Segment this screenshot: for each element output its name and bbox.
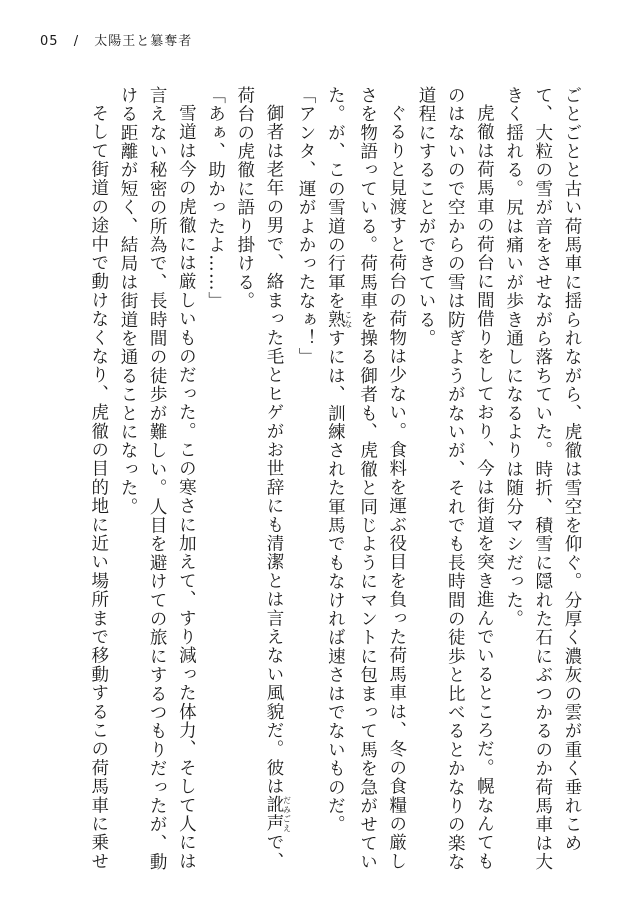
- running-header: [40, 30, 202, 49]
- text-column: 荷台の虎徹に語り掛ける。: [234, 86, 255, 311]
- text-column: そして街道の途中で動けなくなり、虎徹の目的地に近い場所まで移動するこの荷馬車に乗せ: [88, 103, 109, 871]
- text-column: のはないので空からの雪は防ぎようがないが、それでも長時間の徒歩と比べるとかなりの楽な: [445, 86, 466, 872]
- text-column: ごとごとと古い荷馬車に揺られながら、虎徹は雪空を仰ぐ。分厚く濃灰の雲が重く垂れこめ: [562, 86, 582, 853]
- ruby-annotation: 訛声だみごえ: [263, 795, 292, 833]
- text-column: 雪道は今の虎徹には厳しいものだった。この寒さに加えて、すり減った体力、そして人には: [176, 103, 197, 871]
- text-column: ける距離が短く、結局は街道を通ることになった。: [117, 86, 138, 517]
- text-column: 虎徹は荷馬車の荷台に間借りをしており、今は街道を突き進んでいるところだ。幌なんても: [474, 103, 495, 871]
- text-column: 御者は老年の男で、絡まった毛とヒゲがお世辞にも清潔とは言えない風貌だ。彼は訛声だみごえで、: [263, 103, 292, 871]
- text-column: た。が、この雪道の行軍を熟こなすには、訓練された軍馬でもなければ速さはでないものだ。: [325, 86, 353, 835]
- text-column: て、大粒の雪が音をさせながら落ちていた。時折、積雪に隠れた石にぶつかるのか荷馬車は大: [532, 86, 553, 872]
- text-column: さを物語っている。荷馬車を操る御者も、虎徹と同じようにマントに包まって馬を急がせてい: [357, 86, 378, 872]
- header-separator: /: [73, 34, 80, 49]
- text-column: 「あぁ、助かったよ……」: [205, 86, 226, 311]
- page-number: 05: [40, 34, 59, 49]
- text-column: 道程にすることができている。: [415, 86, 436, 348]
- text-column: ぐるりと見渡すと荷台の荷物は少ない。食料を運ぶ役目を負った荷馬車は、冬の食糧の厳し: [386, 103, 407, 871]
- ruby-annotation: 熟こな: [325, 310, 353, 330]
- text-column: 言えない秘密の所為で、長時間の徒歩が難しい。人目を避けての旅にするつもりだったが、動: [147, 86, 168, 872]
- chapter-title: 太陽王と簒奪者: [94, 34, 193, 49]
- text-column: 「アンタ、運がよかったなぁ！」: [296, 86, 317, 367]
- text-column: きく揺れる。尻は痛いが歩き通しになるよりは随分マシだった。: [503, 86, 524, 629]
- body-text: [46, 86, 586, 876]
